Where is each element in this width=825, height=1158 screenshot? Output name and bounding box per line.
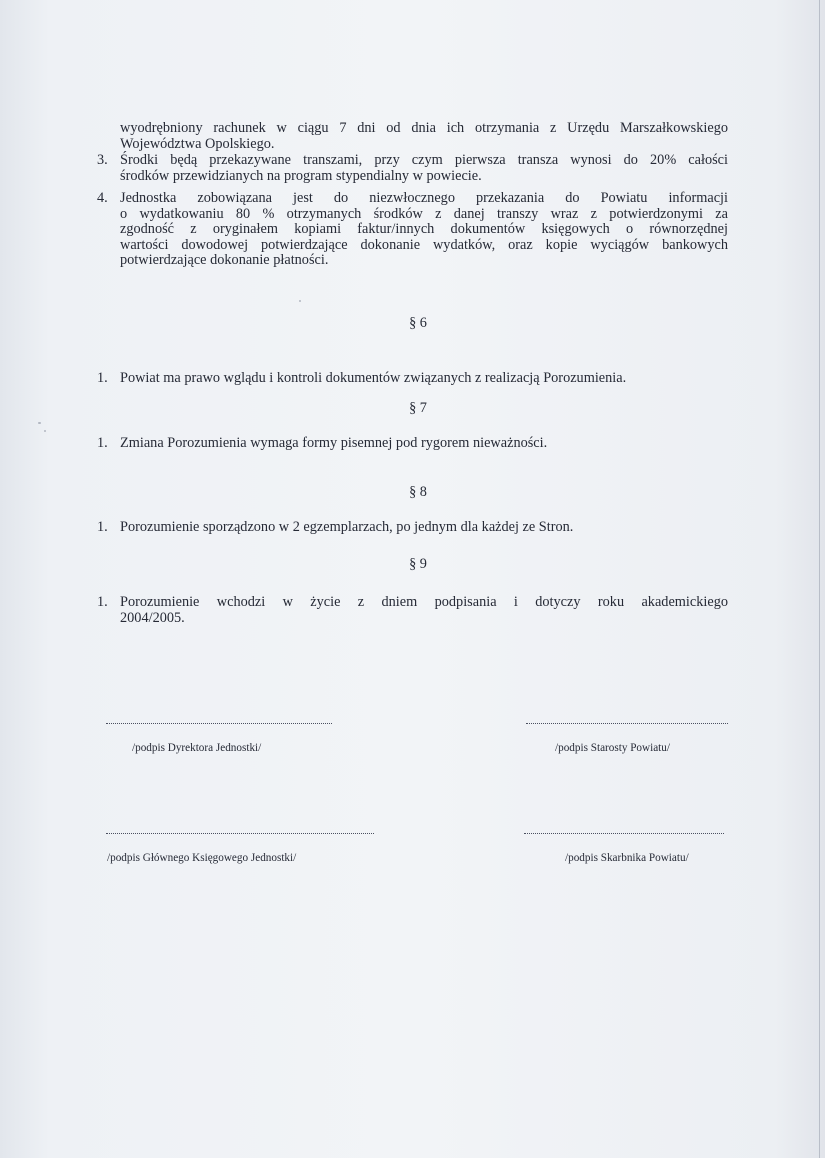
list-number: 1. xyxy=(97,594,108,610)
director-signature-label: /podpis Dyrektora Jednostki/ xyxy=(132,742,262,754)
text-line: wartości dowodowej potwierdzające dokonanie wydatków, oraz kopie wyciągów bankowych xyxy=(120,236,728,253)
scan-speck xyxy=(299,300,301,302)
scan-speck xyxy=(38,422,41,424)
text-line: wyodrębniony rachunek w ciągu 7 dni od dnia ich otrzymania z Urzędu Marszałkowskiego xyxy=(120,120,728,136)
list-number: 1. xyxy=(97,435,108,451)
text-line: 2004/2005. xyxy=(120,609,185,626)
treasurer-signature-label: /podpis Skarbnika Powiatu/ xyxy=(565,852,689,864)
text-line: zgodność z oryginałem kopiami faktur/innych dokumentów księgowych o równorzędnej xyxy=(120,221,728,237)
text-line: Województwa Opolskiego. xyxy=(120,135,275,152)
starost-signature-label: /podpis Starosty Powiatu/ xyxy=(555,742,670,754)
scan-speck xyxy=(44,430,46,432)
section-heading: § 7 xyxy=(409,400,427,416)
signature-line xyxy=(524,833,724,834)
text-line: Jednostka zobowiązana jest do niezwłocznego przekazania do Powiatu informacji xyxy=(120,190,728,206)
signature-line xyxy=(106,833,374,834)
section-heading: § 8 xyxy=(409,484,427,500)
text-line: Porozumienie wchodzi w życie z dniem podpisania i dotyczy roku akademickiego xyxy=(120,594,728,610)
text-line: środków przewidzianych na program stypendialny w powiecie. xyxy=(120,167,482,184)
accountant-signature-label: /podpis Głównego Księgowego Jednostki/ xyxy=(107,852,297,864)
signature-line xyxy=(106,723,332,724)
item-3-paragraph xyxy=(120,153,728,184)
text-line: Środki będą przekazywane transzami, przy czym pierwsza transza wynosi do 20% całości xyxy=(120,152,728,168)
section-9-paragraph xyxy=(120,595,728,626)
item-4-paragraph xyxy=(120,191,728,269)
section-8-text: Porozumienie sporządzono w 2 egzemplarzach, po jednym dla każdej ze Stron. xyxy=(120,519,574,535)
section-7-text: Zmiana Porozumienia wymaga formy pisemnej pod rygorem nieważności. xyxy=(120,435,548,451)
list-number: 4. xyxy=(97,190,108,206)
section-heading: § 9 xyxy=(409,556,427,572)
list-number: 1. xyxy=(97,519,108,535)
section-6-text: Powiat ma prawo wglądu i kontroli dokumentów związanych z realizacją Porozumienia. xyxy=(120,370,627,386)
signature-line xyxy=(526,723,728,724)
section-heading: § 6 xyxy=(409,315,427,331)
text-line: potwierdzające dokonanie płatności. xyxy=(120,252,329,268)
text-line: o wydatkowaniu 80 % otrzymanych środków z danej transzy wraz z potwierdzonymi za xyxy=(120,205,728,222)
list-number: 3. xyxy=(97,152,108,168)
scan-edge-line xyxy=(819,0,820,1158)
continuation-paragraph xyxy=(120,121,728,152)
list-number: 1. xyxy=(97,370,108,386)
